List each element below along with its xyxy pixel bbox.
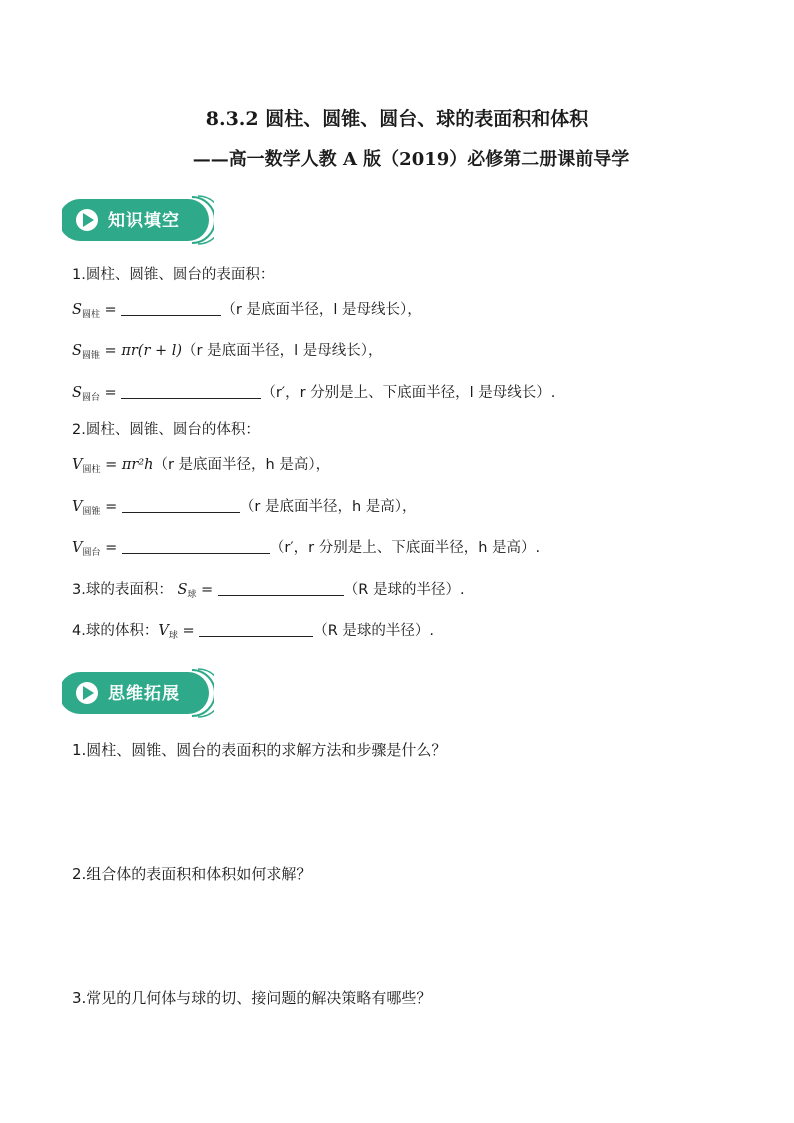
section-badge-knowledge	[62, 195, 214, 245]
formula-v-cylinder: $V_{圆柱} = \pi r^2h(r$ 是底面半径，h 是高），	[72, 457, 331, 475]
answer-blank[interactable]	[199, 622, 313, 637]
formula-s-cylinder: $S_{圆柱} = (r$ 是底面半径，l 是母线长），	[72, 302, 422, 320]
formula-s-sphere: 3.球的表面积： $S_球 = (R$ 是球的半径）.	[72, 582, 465, 600]
formula-v-frustum: $V_{圆台} = (r'$，r 分别是上、下底面半径，h 是高）.	[72, 540, 541, 558]
formula-s-cone: $S_{圆锥} = \pi r(r + l)(r$ 是底面半径，l 是母线长），	[72, 343, 383, 361]
answer-blank[interactable]	[218, 581, 344, 596]
section-badge-thinking	[62, 668, 214, 718]
section-label: 知识填空	[108, 211, 180, 231]
formula-v-sphere: 4.球的体积：$V_球 = (R$ 是球的半径）.	[72, 623, 435, 641]
question-3: 3.常见的几何体与球的切、接问题的解决策略有哪些？	[72, 989, 432, 1007]
fill-heading-2: 2.圆柱、圆锥、圆台的体积：	[72, 422, 260, 438]
formula-v-cone: $V_{圆锥} = (r$ 是底面半径，h 是高），	[72, 499, 417, 517]
question-1: 1.圆柱、圆锥、圆台的表面积的求解方法和步骤是什么？	[72, 741, 447, 759]
page-subtitle: ——高一数学人教 A 版（2019）必修第二册课前导学	[192, 149, 630, 170]
section-label: 思维拓展	[108, 684, 180, 704]
answer-blank[interactable]	[121, 384, 261, 399]
answer-blank[interactable]	[121, 301, 221, 316]
page-title: 8.3.2 圆柱、圆锥、圆台、球的表面积和体积	[205, 108, 589, 130]
answer-blank[interactable]	[122, 498, 240, 513]
fill-heading-1: 1.圆柱、圆锥、圆台的表面积：	[72, 267, 275, 283]
answer-blank[interactable]	[122, 539, 270, 554]
formula-s-frustum: $S_{圆台} = (r'$，r 分别是上、下底面半径，l 是母线长）.	[72, 385, 556, 403]
question-2: 2.组合体的表面积和体积如何求解？	[72, 865, 312, 883]
